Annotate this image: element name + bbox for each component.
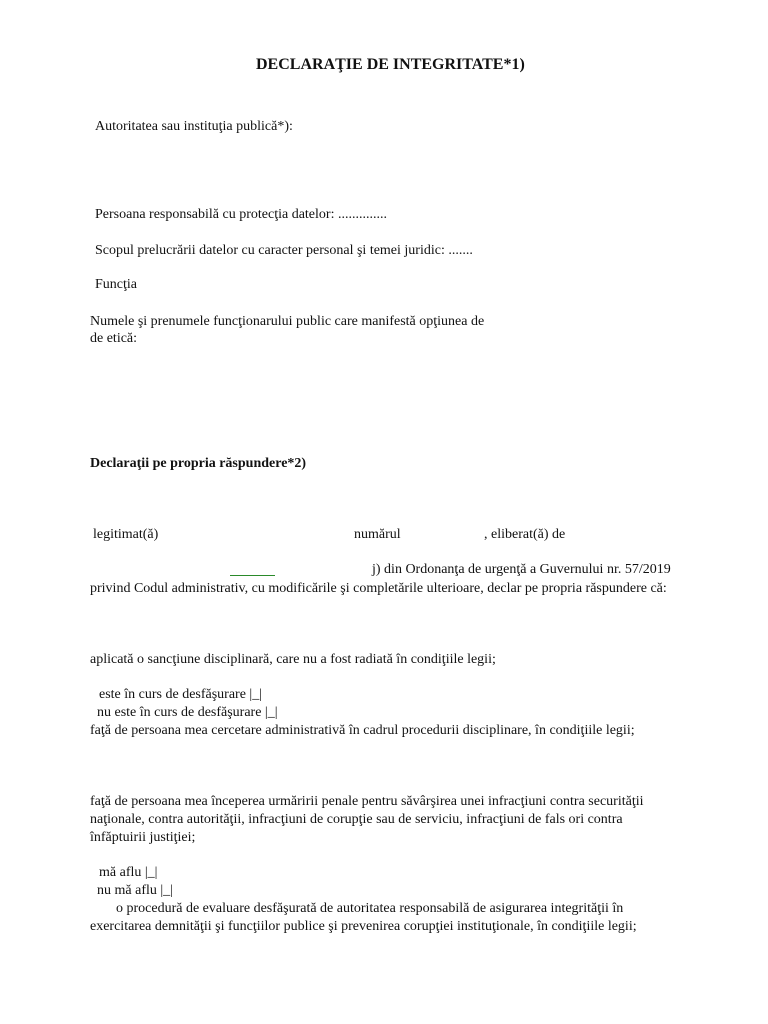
- authority-label: Autoritatea sau instituţia publică*):: [95, 119, 293, 134]
- name-label-line1: Numele şi prenumele funcţionarului public care manifestă opţiunea de: [90, 314, 485, 329]
- name-label-line2: de etică:: [90, 331, 138, 346]
- cercetare-text: faţă de persoana mea cercetare administrativă în cadrul procedurii disciplinare, în condiţiile legii;: [90, 723, 635, 738]
- urmarire-line3: înfăptuirii justiţiei;: [90, 830, 196, 845]
- evaluare-option-yes[interactable]: mă aflu |_|: [99, 865, 158, 880]
- page-title: DECLARAŢIE DE INTEGRITATE*1): [256, 56, 525, 73]
- urmarire-line1: faţă de persoana mea începerea urmăririi penale pentru săvârşirea unei infracţiuni contra securităţii: [90, 794, 644, 809]
- eliberat-label: , eliberat(ă) de: [484, 527, 566, 542]
- data-officer-label: Persoana responsabilă cu protecţia datelor: ..............: [95, 207, 387, 222]
- link-underline[interactable]: [230, 562, 275, 576]
- evaluare-option-no[interactable]: nu mă aflu |_|: [97, 883, 173, 898]
- urmarire-line2: naţionale, contra autorităţii, infracţiuni de corupţie sau de serviciu, infracţiuni de fals ori contra: [90, 812, 623, 827]
- numarul-label: numărul: [354, 527, 401, 542]
- legitimat-label: legitimat(ă): [93, 527, 159, 542]
- sanction-text: aplicată o sancţiune disciplinară, care nu a fost radiată în condiţiile legii;: [90, 652, 496, 667]
- cercetare-option-no[interactable]: nu este în curs de desfăşurare |_|: [97, 705, 278, 720]
- ordonanta-line1: j) din Ordonanţa de urgenţă a Guvernului nr. 57/2019: [372, 562, 671, 577]
- ordonanta-line2: privind Codul administrativ, cu modificările şi completările ulterioare, declar pe propria răspundere că:: [90, 581, 667, 596]
- cercetare-option-yes[interactable]: este în curs de desfăşurare |_|: [99, 687, 263, 702]
- processing-purpose-label: Scopul prelucrării datelor cu caracter personal şi temei juridic: .......: [95, 243, 473, 258]
- evaluare-line2: exercitarea demnităţii şi funcţiilor publice şi prevenirea corupţiei instituţionale, în condiţiile legii;: [90, 919, 637, 934]
- section-heading: Declaraţii pe propria răspundere*2): [90, 456, 307, 471]
- function-label: Funcţia: [95, 277, 137, 292]
- evaluare-line1: o procedură de evaluare desfăşurată de autoritatea responsabilă de asigurarea integrităţii în: [116, 901, 624, 916]
